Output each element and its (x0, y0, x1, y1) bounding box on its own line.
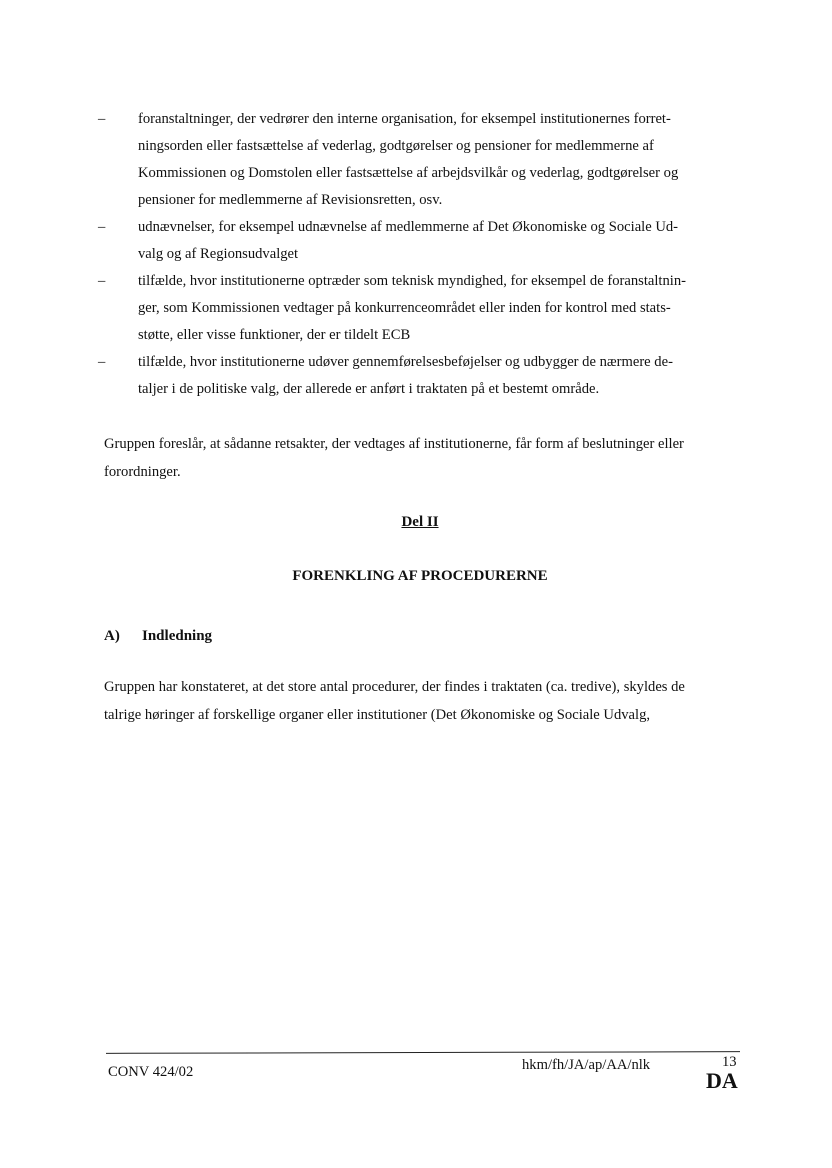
bullet-dash: – (98, 111, 106, 127)
bullet-line: valg og af Regionsudvalget (138, 246, 299, 262)
paragraph-proposal (104, 430, 744, 486)
subheading-introduction (104, 628, 212, 645)
subheading-label: Indledning (142, 628, 213, 644)
section-title: FORENKLING AF PROCEDURERNE (292, 568, 548, 584)
bullet-dash: – (98, 354, 106, 370)
bullet-line: taljer i de politiske valg, der allerede er anført i traktaten på et bestemt område. (138, 381, 600, 397)
footer-language-code: DA (706, 1068, 738, 1093)
paragraph-line: Gruppen har konstateret, at det store antal procedurer, der findes i traktaten (ca. tredive), skyldes de (104, 679, 685, 695)
bullet-dash: – (98, 219, 106, 235)
bullet-line: pensioner for medlemmerne af Revisionsretten, osv. (138, 192, 443, 208)
paragraph-procedures (104, 673, 744, 729)
paragraph-line: talrige høringer af forskellige organer eller institutioner (Det Økonomiske og Sociale Udvalg, (104, 707, 651, 723)
bullet-line: tilfælde, hvor institutionerne optræder som teknisk myndighed, for eksempel de foranstaltnin- (138, 273, 686, 289)
bullet-line: ningsorden eller fastsættelse af vederlag, godtgørelser og pensioner for medlemmerne af (138, 138, 654, 154)
footer-initials: hkm/fh/JA/ap/AA/nlk (522, 1057, 651, 1073)
bullet-line: Kommissionen og Domstolen eller fastsættelse af arbejdsvilkår og vederlag, godtgørelser og (138, 165, 679, 181)
bullet-line: ger, som Kommissionen vedtager på konkurrenceområdet eller inden for kontrol med stats- (138, 300, 671, 316)
section-part-heading: Del II (401, 514, 439, 530)
bullet-line: udnævnelser, for eksempel udnævnelse af medlemmerne af Det Økonomiske og Sociale Ud- (138, 219, 679, 235)
footer-page-number: 13 (722, 1054, 737, 1070)
bullet-item-appointments (98, 214, 738, 268)
footer-divider (106, 1051, 740, 1054)
bullet-line: tilfælde, hvor institutionerne udøver gennemførelsesbeføjelser og udbygger de nærmere de- (138, 354, 673, 370)
bullet-item-implementing-powers (98, 349, 738, 403)
bullet-dash: – (98, 273, 106, 289)
bullet-list (98, 106, 738, 403)
subheading-number: A) (104, 628, 120, 644)
footer-doc-ref: CONV 424/02 (108, 1064, 194, 1080)
paragraph-line: forordninger. (104, 464, 181, 480)
bullet-line: støtte, eller visse funktioner, der er tildelt ECB (138, 327, 411, 343)
bullet-line: foranstaltninger, der vedrører den interne organisation, for eksempel institutionernes forret- (138, 111, 671, 127)
bullet-item-technical-authority (98, 268, 738, 349)
paragraph-line: Gruppen foreslår, at sådanne retsakter, der vedtages af institutionerne, får form af beslutninger eller (104, 436, 684, 452)
bullet-item-internal-organisation (98, 106, 738, 214)
